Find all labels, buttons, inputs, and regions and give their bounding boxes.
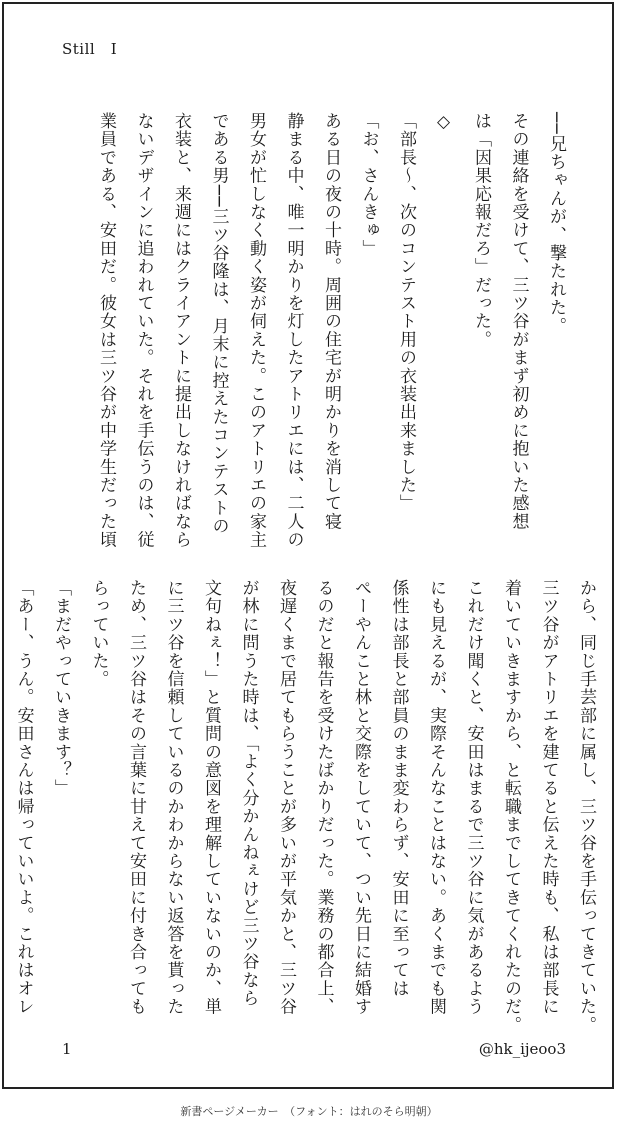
text-column: ぺーやんこと林と交際をしていて、つい先日に結婚す: [351, 579, 371, 1016]
text-column: 「部長〜、次のコンテスト用の衣装出来ました」: [396, 112, 416, 513]
book-page: [2, 2, 614, 1089]
text-column: から、同じ手芸部に属し、三ツ谷を手伝ってきていた。: [576, 579, 596, 1034]
text-column: ──兄ちゃんが、撃たれた。: [546, 112, 566, 336]
text-column: ある日の夜の十時。周囲の住宅が明かりを消して寝: [321, 112, 341, 531]
text-column: に三ツ谷を信頼しているのかわからない返答を貰った: [163, 579, 184, 1016]
text-column: 業員である、安田だ。彼女は三ツ谷が中学生だった頃: [96, 112, 116, 549]
scene-break-diamond: ◇: [433, 112, 454, 134]
page-number: 1: [62, 1040, 72, 1058]
text-column: 着いていきますから、と転職までしてきてくれたのだ。: [501, 579, 521, 1034]
text-column: るのだと報告を受けたばかりだった。業務の都合上、: [313, 579, 334, 1016]
text-column: 文句ねぇ！」と質問の意図を理解していないのか、単: [201, 579, 221, 1016]
lower-text-block: [13, 579, 604, 1034]
text-column: 「まだやっていきます？」: [51, 579, 71, 798]
author-handle: @hk_ijeoo3: [478, 1040, 566, 1058]
text-column: にも見えるが、実際そんなことはない。あくまでも関: [426, 579, 446, 1016]
text-column: 静まる中、唯一明かりを灯したアトリエには、二人の: [283, 112, 304, 549]
text-column: ため、三ツ谷はその言葉に甘えて安田に付き合っても: [126, 579, 146, 1016]
text-column: 三ツ谷がアトリエを建てると伝えた時も、私は部長に: [538, 579, 559, 1016]
text-column: その連絡を受けて、三ツ谷がまず初めに抱いた感想: [508, 112, 529, 531]
text-column: が林に問うた時は、「よく分かんねぇけど三ツ谷なら: [238, 579, 259, 1008]
page-title: Still I: [62, 40, 118, 58]
text-column: 「あー、うん。安田さんは帰っていいよ。これはオレ: [13, 579, 34, 1016]
text-column: 係性は部長と部員のまま変わらず、安田に至っては: [388, 579, 409, 998]
footer-credit: 新書ページメーカー （フォント：はれのそら明朝）: [180, 1105, 438, 1118]
upper-text-block: [44, 112, 574, 549]
text-column: ないデザインに追われていた。それを手伝うのは、従: [133, 112, 154, 549]
text-column: 男女が忙しなく動く姿が伺えた。このアトリエの家主: [246, 112, 266, 549]
text-column: 夜遅くまで居てもらうことが多いが平気かと、三ツ谷: [276, 579, 296, 1016]
text-column: これだけ聞くと、安田はまるで三ツ谷に気があるよう: [463, 579, 484, 1016]
text-column: は「因果応報だろ」だった。: [471, 112, 491, 349]
text-column: である男──三ツ谷隆は、月末に控えたコンテストの: [208, 112, 229, 536]
text-column: らっていた。: [88, 579, 109, 689]
text-column: 衣装と、来週にはクライアントに提出しなければなら: [171, 112, 191, 549]
text-column: 「お、さんきゅ」: [358, 112, 379, 258]
